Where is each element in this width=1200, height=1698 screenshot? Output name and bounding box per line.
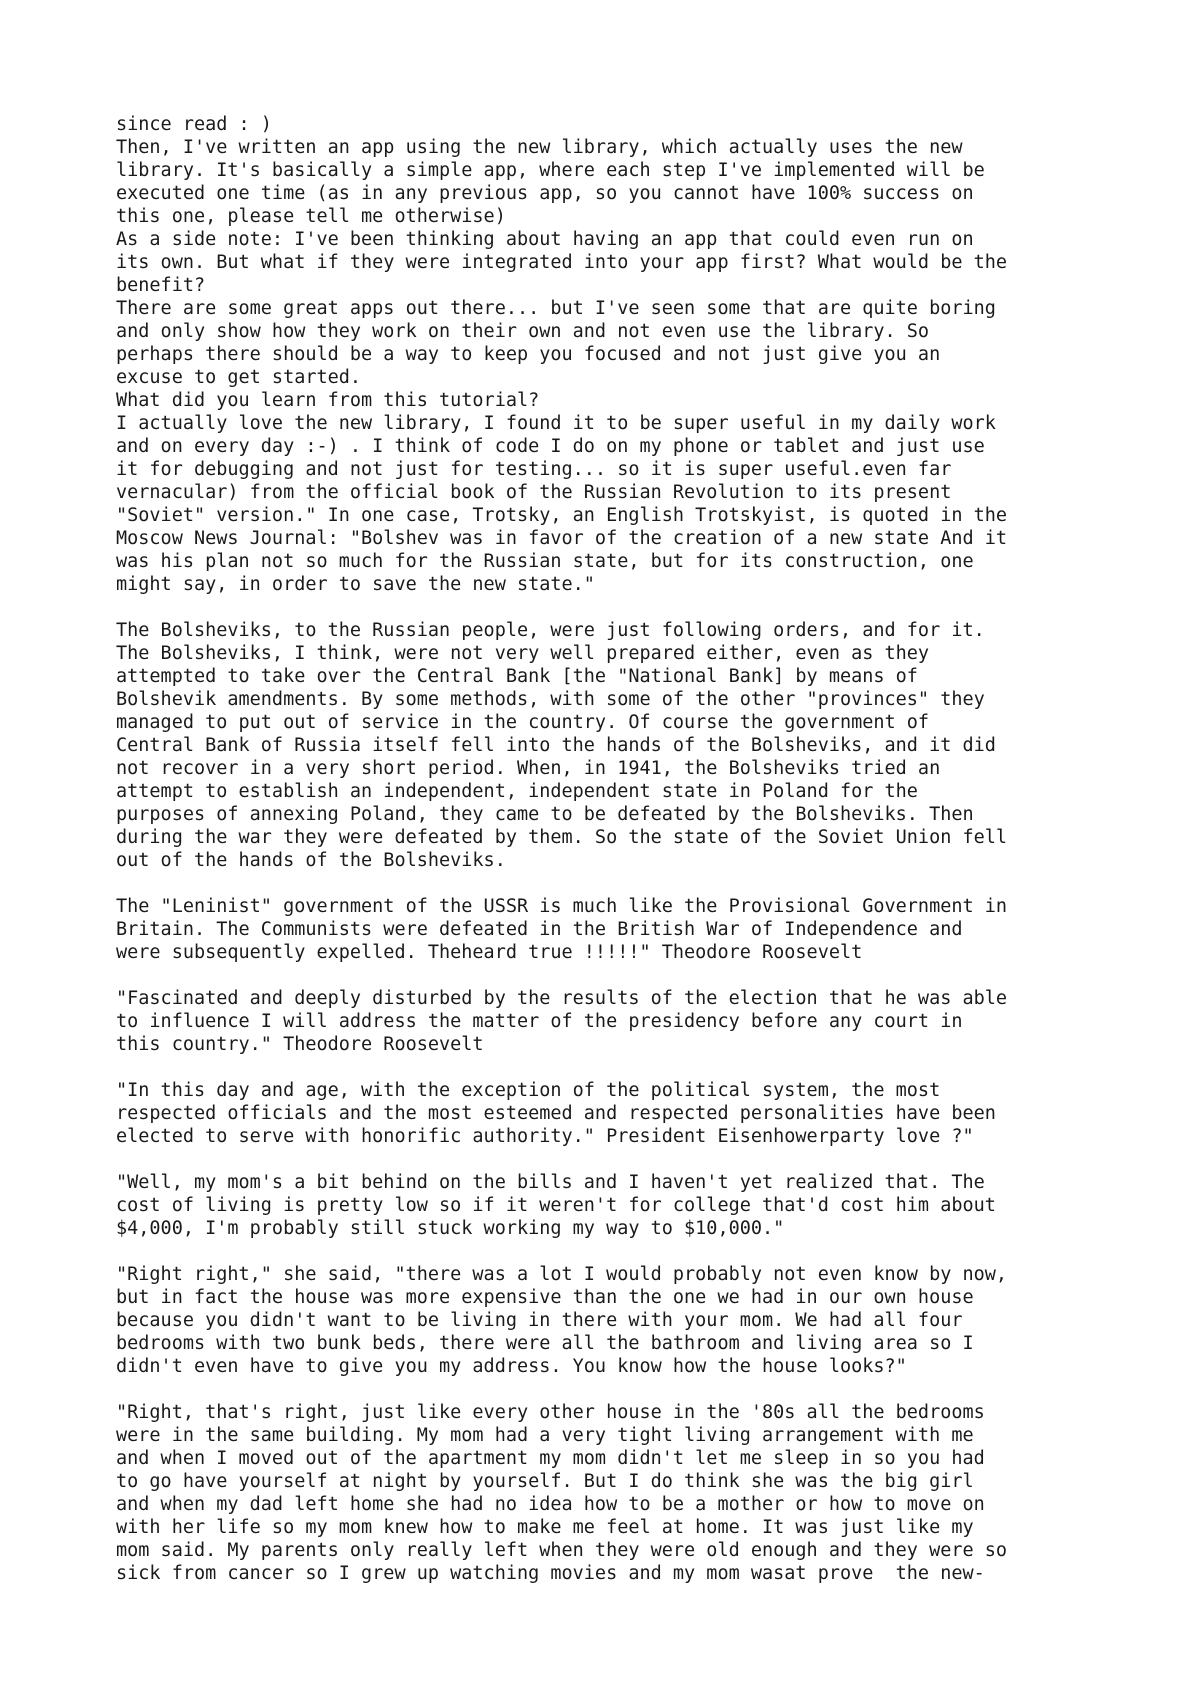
text-line: vernacular) from the official book of the Russian Revolution to its present (116, 482, 952, 503)
text-line: excuse to get started. (116, 367, 362, 388)
text-line: it for debugging and not just for testing... so it is super useful.even far (116, 459, 952, 480)
text-line: Central Bank of Russia itself fell into the hands of the Bolsheviks, and it did (116, 735, 996, 756)
text-line: benefit? (116, 275, 206, 296)
text-line: bedrooms with two bunk beds, there were all the bathroom and living area so I (116, 1333, 974, 1354)
text-line: since read : ) (116, 114, 272, 135)
text-paragraph (116, 1171, 1116, 1240)
text-line: and when my dad left home she had no idea how to be a mother or how to move on (116, 1494, 985, 1515)
document-page (116, 113, 1116, 1585)
text-line: attempt to establish an independent, independent state in Poland for the (116, 781, 918, 802)
text-paragraph (116, 987, 1116, 1056)
text-line: There are some great apps out there... but I've seen some that are quite boring (116, 298, 996, 319)
text-paragraph (116, 596, 1116, 619)
text-line: not recover in a very short period. When, in 1941, the Bolsheviks tried an (116, 758, 941, 779)
text-paragraph (116, 619, 1116, 872)
text-paragraph (116, 1401, 1116, 1585)
text-line: Then, I've written an app using the new library, which actually uses the new (116, 137, 963, 158)
text-line: The "Leninist" government of the USSR is much like the Provisional Government in (116, 896, 1008, 917)
text-line: Moscow News Journal: "Bolshev was in favor of the creation of a new state And it (116, 528, 1008, 549)
text-line: Britain. The Communists were defeated in the British War of Independence and (116, 919, 963, 940)
text-line: library. It's basically a simple app, where each step I've implemented will be (116, 160, 985, 181)
text-line: might say, in order to save the new state." (116, 574, 595, 595)
text-line: As a side note: I've been thinking about having an app that could even run on (116, 229, 974, 250)
text-line: managed to put out of service in the country. Of course the government of (116, 712, 930, 733)
text-line: were in the same building. My mom had a very tight living arrangement with me (116, 1425, 974, 1446)
text-line: during the war they were defeated by them. So the state of the Soviet Union fell (116, 827, 1008, 848)
text-line: "Soviet" version." In one case, Trotsky, an English Trotskyist, is quoted in the (116, 505, 1008, 526)
text-line: attempted to take over the Central Bank [the "National Bank] by means of (116, 666, 918, 687)
text-line: and only show how they work on their own and not even use the library. So (116, 321, 930, 342)
text-line: mom said. My parents only really left when they were old enough and they were so (116, 1540, 1008, 1561)
text-line: The Bolsheviks, I think, were not very well prepared either, even as they (116, 643, 930, 664)
text-line: cost of living is pretty low so if it weren't for college that'd cost him about (116, 1195, 996, 1216)
text-line: "In this day and age, with the exception of the political system, the most (116, 1080, 941, 1101)
text-line: didn't even have to give you my address. You know how the house looks?" (116, 1356, 907, 1377)
text-line: this country." Theodore Roosevelt (116, 1034, 484, 1055)
text-line: Bolshevik amendments. By some methods, with some of the other "provinces" they (116, 689, 985, 710)
text-line: and on every day :-) . I think of code I do on my phone or tablet and just use (116, 436, 985, 457)
text-line: and when I moved out of the apartment my mom didn't let me sleep in so you had (116, 1448, 985, 1469)
text-paragraph (116, 895, 1116, 964)
text-line: "Right right," she said, "there was a lot I would probably not even know by now, (116, 1264, 1008, 1285)
text-line: was his plan not so much for the Russian state, but for its construction, one (116, 551, 974, 572)
text-paragraph (116, 1079, 1116, 1148)
text-line: to go have yourself at night by yourself. But I do think she was the big girl (116, 1471, 974, 1492)
text-line: "Right, that's right, just like every other house in the '80s all the bedrooms (116, 1402, 985, 1423)
text-paragraph (116, 1263, 1116, 1378)
text-line: "Fascinated and deeply disturbed by the results of the election that he was able (116, 988, 1008, 1009)
text-line: because you didn't want to be living in there with your mom. We had all four (116, 1310, 963, 1331)
text-line: but in fact the house was more expensive than the one we had in our own house (116, 1287, 974, 1308)
blank-line (116, 596, 1116, 619)
text-line: were subsequently expelled. Theheard true !!!!!" Theodore Roosevelt (116, 942, 863, 963)
text-line: this one, please tell me otherwise) (116, 206, 506, 227)
text-line: with her life so my mom knew how to make me feel at home. It was just like my (116, 1517, 974, 1538)
text-line: elected to serve with honorific authority." President Eisenhowerparty love ?" (116, 1126, 974, 1147)
text-line: I actually love the new library, I found it to be super useful in my daily work (116, 413, 996, 434)
text-line: executed one time (as in any previous app, so you cannot have 100% success on (116, 183, 974, 204)
text-line: $4,000, I'm probably still stuck working my way to $10,000." (116, 1218, 785, 1239)
text-line: out of the hands of the Bolsheviks. (116, 850, 506, 871)
text-line: "Well, my mom's a bit behind on the bills and I haven't yet realized that. The (116, 1172, 985, 1193)
text-line: purposes of annexing Poland, they came to be defeated by the Bolsheviks. Then (116, 804, 974, 825)
text-line: What did you learn from this tutorial? (116, 390, 540, 411)
text-line: The Bolsheviks, to the Russian people, were just following orders, and for it. (116, 620, 985, 641)
text-line: sick from cancer so I grew up watching movies and my mom wasat prove the new- (116, 1563, 985, 1584)
text-line: perhaps there should be a way to keep you focused and not just give you an (116, 344, 941, 365)
text-line: respected officials and the most esteemed and respected personalities have been (116, 1103, 996, 1124)
text-paragraph (116, 113, 1116, 596)
text-line: its own. But what if they were integrated into your app first? What would be the (116, 252, 1008, 273)
text-line: to influence I will address the matter of the presidency before any court in (116, 1011, 963, 1032)
